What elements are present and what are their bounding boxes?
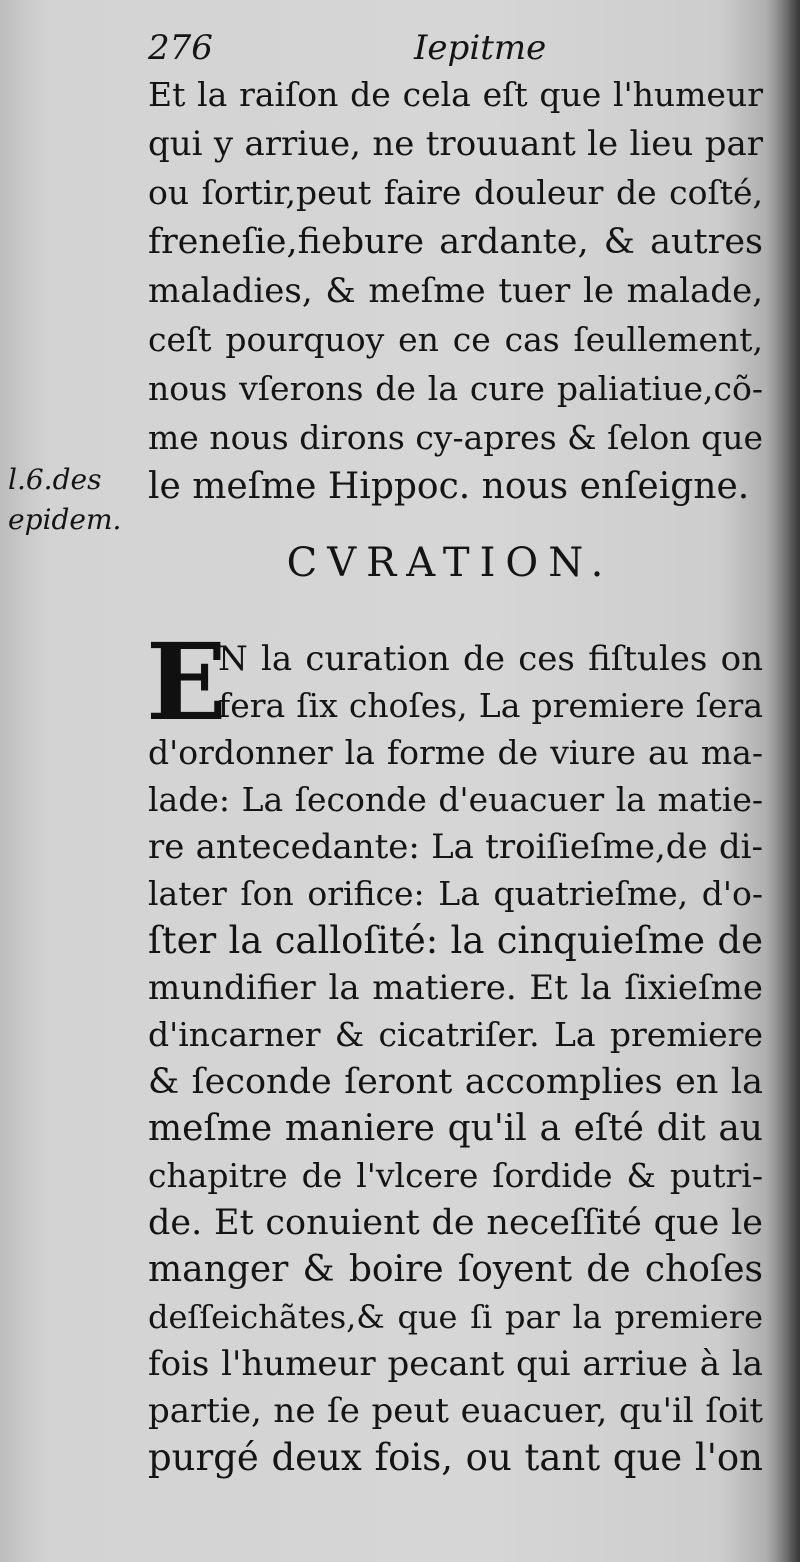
text-line: ſter la calloſité: la cinquieſme de xyxy=(148,919,763,962)
margin-note: l.6.des xyxy=(8,463,102,496)
text-line: later ſon orifice: La quatrieſme, d'o- xyxy=(148,874,763,913)
text-line: meſme maniere qu'il a eſté dit au xyxy=(148,1108,763,1149)
text-line: freneſie,fiebure ardante, & autres xyxy=(148,222,763,262)
text-line: d'ordonner la forme de viure au ma- xyxy=(148,733,763,772)
text-line: N la curation de ces fiſtules on xyxy=(218,639,763,679)
text-line: manger & boire ſoyent de choſes xyxy=(148,1249,763,1290)
text-line: Et la raiſon de cela eſt que l'humeur xyxy=(148,75,763,114)
text-line: & ſeconde ſeront accomplies en la xyxy=(148,1062,763,1102)
text-line: qui y arriue, ne trouuant le lieu par xyxy=(148,124,763,164)
margin-note: epidem. xyxy=(8,503,122,536)
text-line: re antecedante: La troiſieſme,de di- xyxy=(148,827,763,867)
running-title: Iepitme xyxy=(414,28,547,68)
spine-shadow xyxy=(766,0,800,1562)
text-line: lade: La ſeconde d'euacuer la matie- xyxy=(148,780,763,819)
text-line: ceſt pourquoy en ce cas ſeullement, xyxy=(148,320,763,359)
text-line: maladies, & meſme tuer le malade, xyxy=(148,271,763,311)
text-line: ou ſortir,peut faire douleur de coſté, xyxy=(148,173,763,212)
text-line: de. Et conuient de neceſſité que le xyxy=(148,1203,763,1243)
text-line: fera ſix choſes, La premiere ſera xyxy=(218,686,763,725)
text-line: me nous dirons cy-apres & ſelon que xyxy=(148,418,763,457)
drop-cap: E xyxy=(146,619,227,744)
text-line: deſſeichãtes,& que ſi par la premiere xyxy=(148,1298,763,1336)
text-line: purgé deux fois, ou tant que l'on xyxy=(148,1436,763,1479)
text-line: nous vſerons de la cure paliatiue,cõ- xyxy=(148,369,763,408)
page-header xyxy=(148,26,648,70)
page-number: 276 xyxy=(148,28,213,68)
text-line: le meſme Hippoc. nous enſeigne. xyxy=(148,466,750,507)
text-line: chapitre de l'vlcere ſordide & putri- xyxy=(148,1156,763,1195)
section-heading: CVRATION. xyxy=(286,540,614,586)
text-line: d'incarner & cicatriſer. La premiere xyxy=(148,1015,763,1054)
text-line: partie, ne ſe peut euacuer, qu'il ſoit xyxy=(148,1391,763,1431)
text-line: mundifier la matiere. Et la ſixieſme xyxy=(148,968,763,1008)
text-line: fois l'humeur pecant qui arriue à la xyxy=(148,1344,763,1384)
